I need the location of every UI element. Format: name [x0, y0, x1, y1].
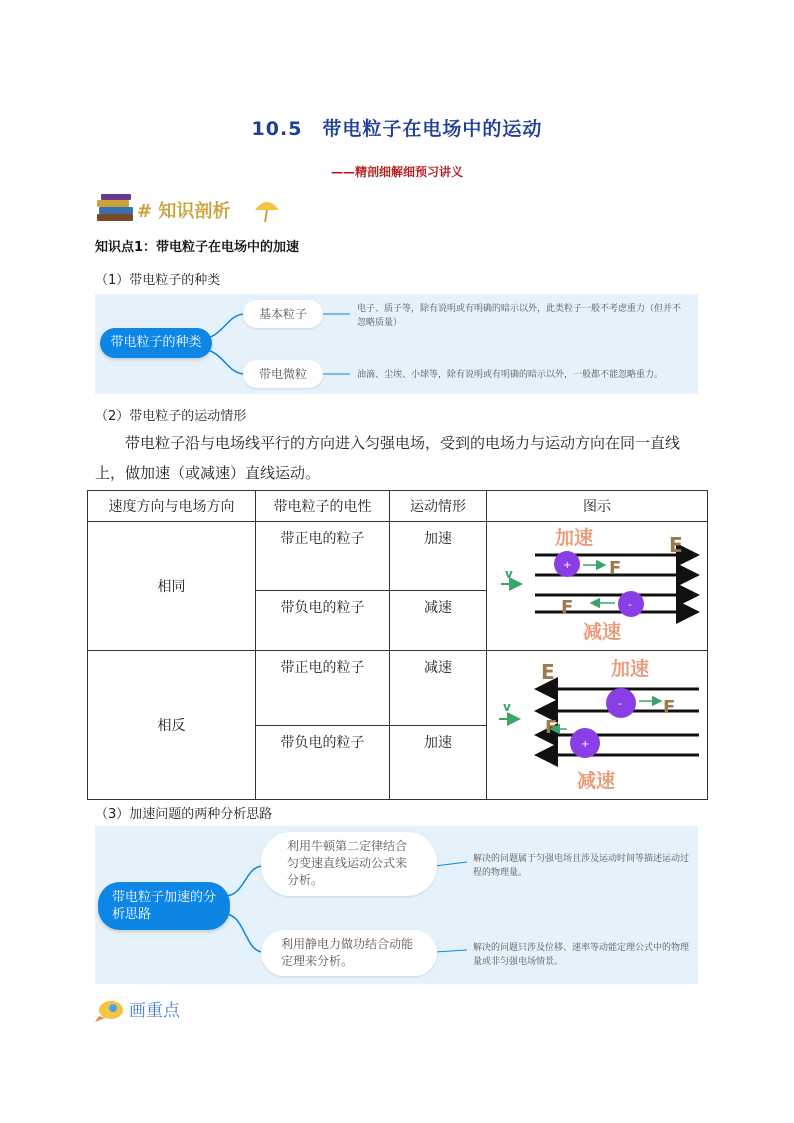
mindmap-node-newton-method: 利用牛顿第二定律结合匀变速直线运动公式来分析。 — [261, 832, 437, 896]
charge-cell: 带负电的粒子 — [256, 726, 390, 800]
rocket-icon — [95, 994, 235, 1024]
mindmap-desc-basic-particle: 电子、质子等，除有说明或有明确的暗示以外，此类粒子一般不考虑重力（但并不忽略质量） — [357, 304, 682, 328]
mindmap-desc-charged-droplet: 油滴、尘埃、小球等，除有说明或有明确的暗示以外，一般都不能忽略重力。 — [357, 370, 664, 380]
force-label: F — [545, 717, 558, 738]
motion-cell: 加速 — [390, 522, 487, 591]
knowledge-point-heading: 知识点1：带电粒子在电场中的加速 — [95, 240, 300, 255]
mindmap-node-charged-droplet: 带电微粒 — [243, 360, 323, 388]
diagram-cell-opposite — [487, 651, 708, 800]
field-label-e: E — [541, 660, 555, 684]
force-label: F — [561, 597, 574, 618]
decel-label: 减速 — [577, 770, 616, 792]
opposite-direction-diagram — [487, 651, 706, 795]
section-banner — [95, 192, 295, 226]
direction-cell: 相同 — [88, 522, 256, 651]
table-row — [88, 651, 708, 726]
table-header: 图示 — [487, 491, 708, 522]
velocity-label: v — [505, 567, 513, 581]
decel-label: 减速 — [583, 621, 622, 643]
velocity-label: v — [503, 700, 511, 714]
mindmap-root-node: 带电粒子加速的分析思路 — [98, 882, 230, 930]
section-banner-text: # 知识剖析 — [137, 201, 231, 222]
table-row — [88, 522, 708, 591]
mindmap-desc-energy-method: 解决的问题只涉及位移、速率等动能定理公式中的物理量或非匀强电场情景。 — [473, 943, 690, 967]
positive-sign: + — [581, 739, 590, 750]
force-label: F — [663, 697, 676, 718]
force-label: F — [609, 558, 622, 579]
sub-heading-motion: （2）带电粒子的运动情形 — [95, 409, 247, 424]
umbrella-icon — [255, 202, 279, 222]
particle-types-mindmap — [95, 294, 698, 394]
motion-cell: 减速 — [390, 591, 487, 651]
accel-label: 加速 — [611, 658, 650, 680]
key-points-banner — [95, 994, 235, 1024]
page-title: 10.5 带电粒子在电场中的运动 — [251, 118, 543, 140]
diagram-cell-same — [487, 522, 708, 651]
charge-cell: 带负电的粒子 — [256, 591, 390, 651]
mindmap-node-energy-method: 利用静电力做功结合动能定理来分析。 — [261, 930, 437, 976]
motion-cell: 加速 — [390, 726, 487, 800]
sub-heading-types: （1）带电粒子的种类 — [95, 273, 221, 288]
motion-cell: 减速 — [390, 651, 487, 726]
charge-cell: 带正电的粒子 — [256, 522, 390, 591]
field-label-e: E — [669, 533, 683, 557]
table-header-row — [88, 491, 708, 522]
direction-cell: 相反 — [88, 651, 256, 800]
table-header: 带电粒子的电性 — [256, 491, 390, 522]
negative-sign: - — [628, 598, 632, 611]
motion-paragraph: 带电粒子沿与电场线平行的方向进入匀强电场，受到的电场力与运动方向在同一直线上，做加速（或减速）直线运动。 — [95, 434, 681, 482]
sub-heading-analysis: （3）加速问题的两种分析思路 — [95, 807, 273, 822]
books-icon — [95, 192, 295, 226]
analysis-methods-mindmap — [95, 826, 698, 984]
table-header: 运动情形 — [390, 491, 487, 522]
mindmap-root-node: 带电粒子的种类 — [100, 328, 212, 358]
table-header: 速度方向与电场方向 — [88, 491, 256, 522]
key-points-banner-text: 画重点 — [129, 1001, 180, 1021]
mindmap-node-basic-particle: 基本粒子 — [243, 300, 323, 328]
charge-cell: 带正电的粒子 — [256, 651, 390, 726]
page-subtitle: ——精剖细解细预习讲义 — [330, 165, 463, 179]
accel-label: 加速 — [555, 527, 594, 549]
motion-table — [87, 490, 708, 800]
negative-sign: - — [618, 697, 622, 710]
positive-sign: + — [563, 560, 572, 571]
same-direction-diagram — [487, 522, 706, 646]
mindmap-desc-newton-method: 解决的问题属于匀强电场且涉及运动时间等描述运动过程的物理量。 — [473, 854, 690, 878]
